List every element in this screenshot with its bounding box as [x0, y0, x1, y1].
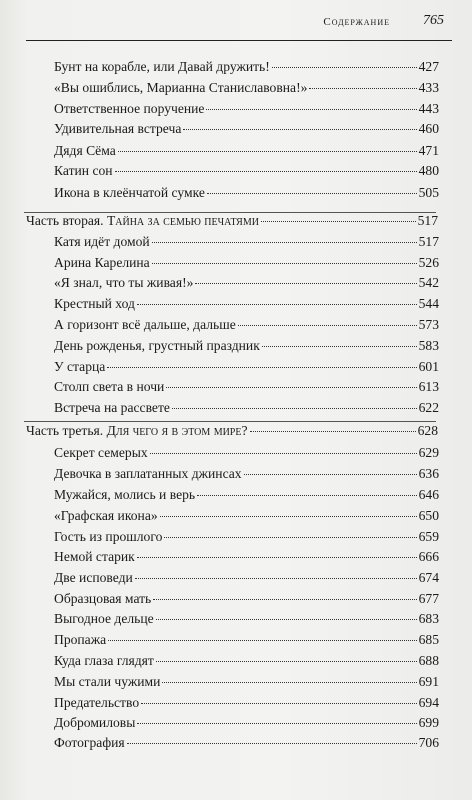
dot-leader	[118, 151, 417, 152]
dot-leader	[156, 619, 417, 620]
toc-entry	[54, 100, 439, 118]
dot-leader	[164, 537, 416, 538]
toc-title: Девочка в заплатанных джинсах	[54, 466, 242, 481]
toc-page-number: 694	[418, 695, 439, 710]
dot-leader	[207, 193, 417, 194]
toc-title: Бунт на корабле, или Давай дружить!	[54, 59, 270, 74]
dot-leader	[127, 743, 417, 744]
toc-entry	[54, 337, 439, 355]
toc-page-number: 517	[418, 234, 439, 249]
toc-page-number: 650	[418, 508, 439, 523]
toc-entry	[54, 162, 439, 180]
toc-title: У старца	[54, 359, 106, 374]
dot-leader	[206, 109, 416, 110]
dot-leader	[262, 346, 417, 347]
toc-title: Секрет семерых	[54, 445, 148, 460]
part-label: Часть вторая.	[26, 213, 104, 228]
toc-page-number: 688	[418, 653, 439, 668]
toc-part-heading	[26, 212, 438, 230]
toc-title: Предательство	[54, 695, 140, 710]
toc-page-number: 628	[417, 423, 438, 438]
toc-entry	[54, 694, 439, 712]
dot-leader	[162, 682, 416, 683]
toc-entry	[54, 610, 439, 628]
toc-page-number: 573	[418, 317, 439, 332]
toc-entry	[54, 399, 439, 417]
toc-title: Пропажа	[54, 632, 107, 647]
page-number: 765	[423, 13, 444, 28]
toc-title: Немой старик	[54, 549, 135, 564]
toc-title: «Я знал, что ты живая!»	[54, 275, 194, 290]
toc-page-number: 480	[418, 163, 439, 178]
toc-title	[26, 212, 260, 230]
toc-title: День рожденья, грустный праздник	[54, 338, 260, 353]
dot-leader	[183, 129, 416, 130]
toc-page-number: 659	[418, 529, 439, 544]
toc-page-number: 544	[418, 296, 439, 311]
section-title: Содержание	[323, 16, 390, 28]
dot-leader	[166, 387, 416, 388]
toc-page-number: 505	[418, 185, 439, 200]
toc-page-number: 622	[418, 400, 439, 415]
toc-title: Ответственное поручение	[54, 101, 205, 116]
toc-page-number: 460	[418, 121, 439, 136]
toc-entry	[54, 465, 439, 483]
toc-title	[26, 422, 249, 440]
toc-title: Встреча на рассвете	[54, 400, 170, 415]
toc-entry	[54, 569, 439, 587]
toc-entry	[54, 548, 439, 566]
toc-entry	[54, 631, 439, 649]
toc-title: Куда глаза глядят	[54, 653, 154, 668]
toc-page-number: 674	[418, 570, 439, 585]
toc-title: Арина Карелина	[54, 255, 150, 270]
toc-page-number: 517	[417, 213, 438, 228]
toc-entry	[54, 295, 439, 313]
toc-title: Катя идёт домой	[54, 234, 150, 249]
dot-leader	[272, 67, 417, 68]
toc-page-number: 601	[418, 359, 439, 374]
toc-entry	[54, 486, 439, 504]
toc-page-number: 699	[418, 715, 439, 730]
toc-title: Мы стали чужими	[54, 674, 161, 689]
toc-entry	[54, 734, 439, 752]
toc-title: Фотография	[54, 735, 125, 750]
toc-page-number: 613	[418, 379, 439, 394]
toc-entry	[54, 358, 439, 376]
dot-leader	[250, 431, 416, 432]
toc-page-number: 636	[418, 466, 439, 481]
toc-entry	[54, 233, 439, 251]
toc-page-number: 677	[418, 591, 439, 606]
toc-entry	[54, 120, 439, 138]
toc-entry	[54, 58, 439, 76]
toc-page-number: 433	[418, 80, 439, 95]
dot-leader	[172, 408, 417, 409]
dot-leader	[150, 453, 417, 454]
toc-page-number: 646	[418, 487, 439, 502]
dot-leader	[261, 221, 416, 222]
toc-page-number: 629	[418, 445, 439, 460]
toc-entry	[54, 142, 439, 160]
dot-leader	[309, 88, 416, 89]
dot-leader	[115, 171, 417, 172]
toc-title: Столп света в ночи	[54, 379, 165, 394]
toc-entry	[54, 79, 439, 97]
toc-entry	[54, 316, 439, 334]
toc-title: Выгодное дельце	[54, 611, 154, 626]
toc-title: «Графская икона»	[54, 508, 158, 523]
toc-page-number: 471	[418, 143, 439, 158]
dot-leader	[244, 474, 417, 475]
dot-leader	[141, 703, 416, 704]
toc-title: Крестный ход	[54, 296, 135, 311]
part-label: Часть третья.	[26, 423, 104, 438]
dot-leader	[160, 516, 417, 517]
dot-leader	[152, 242, 417, 243]
toc-part-heading	[26, 422, 438, 440]
dot-leader	[137, 304, 417, 305]
dot-leader	[238, 325, 417, 326]
toc-page-number: 666	[418, 549, 439, 564]
toc-entry	[54, 590, 439, 608]
toc-title: Катин сон	[54, 163, 113, 178]
toc-title: Икона в клеёнчатой сумке	[54, 185, 205, 200]
dot-leader	[137, 557, 417, 558]
toc-entry	[54, 673, 439, 691]
part-title: Тайна за семью печатями	[106, 213, 259, 228]
toc-entry	[54, 714, 439, 732]
toc-title: Гость из прошлого	[54, 529, 163, 544]
toc-title: Две исповеди	[54, 570, 133, 585]
toc-title: Мужайся, молись и верь	[54, 487, 196, 502]
toc-page-number: 683	[418, 611, 439, 626]
dot-leader	[153, 599, 416, 600]
dot-leader	[195, 283, 416, 284]
toc-page-number: 526	[418, 255, 439, 270]
toc-title: Образцовая мать	[54, 591, 152, 606]
toc-title: А горизонт всё дальше, дальше	[54, 317, 236, 332]
toc-page-number: 583	[418, 338, 439, 353]
dot-leader	[137, 723, 416, 724]
toc-title: «Вы ошиблись, Марианна Станиславовна!»	[54, 80, 308, 95]
dot-leader	[156, 661, 417, 662]
toc-entry	[54, 444, 439, 462]
toc-entry	[54, 652, 439, 670]
toc-entry	[54, 378, 439, 396]
toc-entry	[54, 274, 439, 292]
dot-leader	[152, 263, 417, 264]
toc-title: Удивительная встреча	[54, 121, 182, 136]
toc-entry	[54, 528, 439, 546]
toc-page-number: 542	[418, 275, 439, 290]
toc-title: Добромиловы	[54, 715, 136, 730]
toc-page-number: 691	[418, 674, 439, 689]
toc-page-number: 706	[418, 735, 439, 750]
dot-leader	[197, 495, 417, 496]
part-title: Для чего я в этом мире?	[106, 423, 248, 438]
toc-page-number: 443	[418, 101, 439, 116]
toc-entry	[54, 254, 439, 272]
dot-leader	[108, 640, 416, 641]
toc-page-number: 427	[418, 59, 439, 74]
toc-entry	[54, 507, 439, 525]
toc-title: Дядя Сёма	[54, 143, 116, 158]
dot-leader	[135, 578, 417, 579]
toc-entry	[54, 184, 439, 202]
toc-page-number: 685	[418, 632, 439, 647]
dot-leader	[107, 367, 416, 368]
